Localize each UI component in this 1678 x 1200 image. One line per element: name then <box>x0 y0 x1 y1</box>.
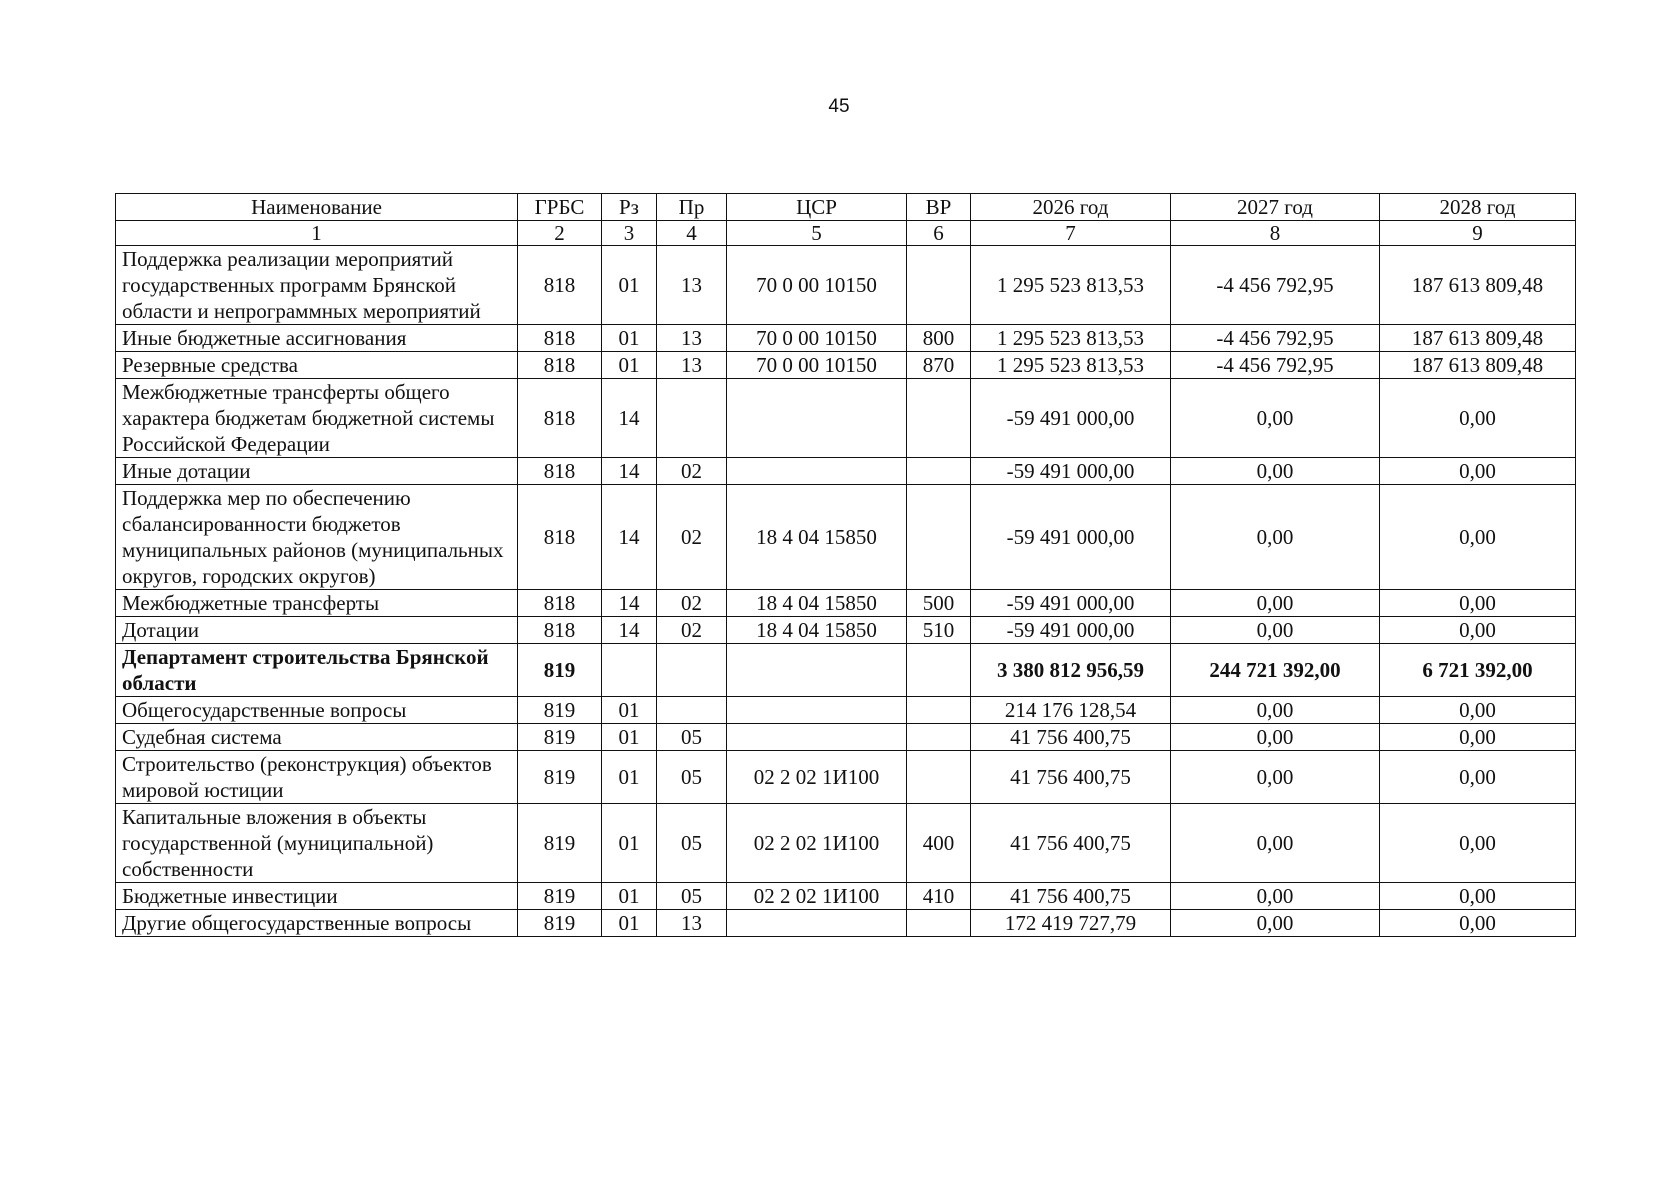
cell-2026: -59 491 000,00 <box>971 379 1171 458</box>
cell-2027: 244 721 392,00 <box>1171 644 1380 697</box>
cell-csr <box>727 910 907 937</box>
cell-name: Бюджетные инвестиции <box>116 883 518 910</box>
cell-2026: 3 380 812 956,59 <box>971 644 1171 697</box>
column-number: 4 <box>657 221 727 246</box>
cell-2027: 0,00 <box>1171 910 1380 937</box>
page-number: 45 <box>828 96 850 117</box>
cell-name: Судебная система <box>116 724 518 751</box>
table-row <box>116 325 1576 352</box>
cell-name: Поддержка мер по обеспечению сбалансированности бюджетов муниципальных районов (муниципальных округов, городских округов) <box>116 485 518 590</box>
cell-name: Общегосударственные вопросы <box>116 697 518 724</box>
cell-name: Поддержка реализации мероприятий государственных программ Брянской области и непрограммных мероприятий <box>116 246 518 325</box>
cell-2028: 0,00 <box>1380 458 1576 485</box>
column-number: 3 <box>602 221 657 246</box>
column-number: 2 <box>518 221 602 246</box>
column-number: 9 <box>1380 221 1576 246</box>
cell-vr <box>907 910 971 937</box>
cell-name: Межбюджетные трансферты общего характера бюджетам бюджетной системы Российской Федерации <box>116 379 518 458</box>
cell-2027: 0,00 <box>1171 724 1380 751</box>
cell-csr <box>727 379 907 458</box>
cell-rz: 01 <box>602 910 657 937</box>
cell-grbs: 818 <box>518 485 602 590</box>
cell-2026: 1 295 523 813,53 <box>971 325 1171 352</box>
cell-2028: 187 613 809,48 <box>1380 325 1576 352</box>
cell-csr <box>727 724 907 751</box>
cell-csr <box>727 458 907 485</box>
table-row <box>116 379 1576 458</box>
cell-csr: 70 0 00 10150 <box>727 325 907 352</box>
cell-pr: 05 <box>657 724 727 751</box>
cell-grbs: 819 <box>518 697 602 724</box>
cell-rz: 01 <box>602 246 657 325</box>
cell-pr: 02 <box>657 485 727 590</box>
cell-2027: -4 456 792,95 <box>1171 246 1380 325</box>
header-name: Наименование <box>116 194 518 221</box>
cell-csr: 18 4 04 15850 <box>727 617 907 644</box>
cell-2026: 41 756 400,75 <box>971 751 1171 804</box>
cell-rz: 14 <box>602 590 657 617</box>
cell-rz: 14 <box>602 379 657 458</box>
cell-2027: 0,00 <box>1171 751 1380 804</box>
cell-csr <box>727 644 907 697</box>
cell-2028: 0,00 <box>1380 751 1576 804</box>
cell-rz: 01 <box>602 724 657 751</box>
cell-name: Другие общегосударственные вопросы <box>116 910 518 937</box>
cell-rz: 01 <box>602 883 657 910</box>
cell-grbs: 818 <box>518 617 602 644</box>
cell-2027: 0,00 <box>1171 697 1380 724</box>
cell-grbs: 819 <box>518 644 602 697</box>
table-row <box>116 352 1576 379</box>
table-row <box>116 724 1576 751</box>
cell-name: Резервные средства <box>116 352 518 379</box>
column-number: 1 <box>116 221 518 246</box>
cell-pr: 13 <box>657 325 727 352</box>
cell-vr <box>907 379 971 458</box>
cell-name: Дотации <box>116 617 518 644</box>
cell-pr <box>657 644 727 697</box>
cell-csr <box>727 697 907 724</box>
cell-2028: 0,00 <box>1380 590 1576 617</box>
header-2026: 2026 год <box>971 194 1171 221</box>
cell-rz: 14 <box>602 485 657 590</box>
cell-rz: 14 <box>602 458 657 485</box>
header-2028: 2028 год <box>1380 194 1576 221</box>
header-pr: Пр <box>657 194 727 221</box>
header-rz: Рз <box>602 194 657 221</box>
cell-csr: 70 0 00 10150 <box>727 352 907 379</box>
cell-vr: 800 <box>907 325 971 352</box>
cell-grbs: 818 <box>518 590 602 617</box>
cell-2026: 41 756 400,75 <box>971 804 1171 883</box>
cell-pr <box>657 697 727 724</box>
cell-csr: 02 2 02 1И100 <box>727 751 907 804</box>
table-row <box>116 590 1576 617</box>
cell-2027: 0,00 <box>1171 617 1380 644</box>
cell-vr <box>907 458 971 485</box>
cell-2027: 0,00 <box>1171 485 1380 590</box>
cell-2028: 0,00 <box>1380 379 1576 458</box>
cell-2027: 0,00 <box>1171 590 1380 617</box>
cell-2028: 187 613 809,48 <box>1380 246 1576 325</box>
column-number: 6 <box>907 221 971 246</box>
cell-2028: 0,00 <box>1380 804 1576 883</box>
cell-name: Иные бюджетные ассигнования <box>116 325 518 352</box>
cell-grbs: 818 <box>518 352 602 379</box>
cell-2027: 0,00 <box>1171 379 1380 458</box>
cell-vr <box>907 751 971 804</box>
column-number-row <box>116 221 1576 246</box>
cell-pr: 05 <box>657 883 727 910</box>
cell-2026: -59 491 000,00 <box>971 590 1171 617</box>
header-grbs: ГРБС <box>518 194 602 221</box>
table-row <box>116 697 1576 724</box>
cell-name: Капитальные вложения в объекты государственной (муниципальной) собственности <box>116 804 518 883</box>
cell-2028: 6 721 392,00 <box>1380 644 1576 697</box>
table-row <box>116 617 1576 644</box>
cell-csr: 70 0 00 10150 <box>727 246 907 325</box>
cell-rz: 01 <box>602 697 657 724</box>
cell-grbs: 819 <box>518 751 602 804</box>
cell-rz: 01 <box>602 352 657 379</box>
cell-pr: 02 <box>657 458 727 485</box>
cell-2027: 0,00 <box>1171 458 1380 485</box>
cell-rz: 01 <box>602 751 657 804</box>
header-2027: 2027 год <box>1171 194 1380 221</box>
cell-name: Межбюджетные трансферты <box>116 590 518 617</box>
cell-vr <box>907 246 971 325</box>
cell-grbs: 818 <box>518 379 602 458</box>
cell-grbs: 818 <box>518 246 602 325</box>
header-vr: ВР <box>907 194 971 221</box>
cell-2028: 187 613 809,48 <box>1380 352 1576 379</box>
cell-2028: 0,00 <box>1380 910 1576 937</box>
cell-vr: 510 <box>907 617 971 644</box>
cell-grbs: 819 <box>518 883 602 910</box>
cell-grbs: 818 <box>518 325 602 352</box>
cell-pr: 13 <box>657 246 727 325</box>
header-csr: ЦСР <box>727 194 907 221</box>
cell-pr: 13 <box>657 352 727 379</box>
cell-2026: 1 295 523 813,53 <box>971 246 1171 325</box>
table-row <box>116 458 1576 485</box>
cell-pr: 13 <box>657 910 727 937</box>
header-row <box>116 194 1576 221</box>
cell-2028: 0,00 <box>1380 724 1576 751</box>
cell-2028: 0,00 <box>1380 697 1576 724</box>
cell-rz: 01 <box>602 325 657 352</box>
cell-2026: -59 491 000,00 <box>971 458 1171 485</box>
cell-2026: -59 491 000,00 <box>971 617 1171 644</box>
cell-rz: 01 <box>602 804 657 883</box>
cell-csr: 18 4 04 15850 <box>727 590 907 617</box>
table-row <box>116 804 1576 883</box>
table-row <box>116 644 1576 697</box>
cell-grbs: 819 <box>518 724 602 751</box>
cell-pr: 05 <box>657 751 727 804</box>
cell-rz: 14 <box>602 617 657 644</box>
cell-2026: 41 756 400,75 <box>971 883 1171 910</box>
table-row <box>116 910 1576 937</box>
column-number: 8 <box>1171 221 1380 246</box>
cell-pr: 02 <box>657 590 727 617</box>
cell-2026: 1 295 523 813,53 <box>971 352 1171 379</box>
cell-csr: 02 2 02 1И100 <box>727 883 907 910</box>
cell-csr: 18 4 04 15850 <box>727 485 907 590</box>
cell-rz <box>602 644 657 697</box>
cell-2026: 214 176 128,54 <box>971 697 1171 724</box>
cell-vr: 870 <box>907 352 971 379</box>
cell-2027: 0,00 <box>1171 804 1380 883</box>
cell-pr <box>657 379 727 458</box>
table-row <box>116 751 1576 804</box>
cell-vr: 400 <box>907 804 971 883</box>
cell-pr: 02 <box>657 617 727 644</box>
cell-vr <box>907 724 971 751</box>
column-number: 5 <box>727 221 907 246</box>
cell-vr: 500 <box>907 590 971 617</box>
cell-2026: 172 419 727,79 <box>971 910 1171 937</box>
cell-2027: -4 456 792,95 <box>1171 352 1380 379</box>
table-row <box>116 883 1576 910</box>
cell-grbs: 819 <box>518 910 602 937</box>
cell-2026: -59 491 000,00 <box>971 485 1171 590</box>
table-row <box>116 246 1576 325</box>
cell-2027: -4 456 792,95 <box>1171 325 1380 352</box>
cell-2027: 0,00 <box>1171 883 1380 910</box>
cell-2028: 0,00 <box>1380 617 1576 644</box>
budget-table <box>115 193 1576 937</box>
cell-vr <box>907 644 971 697</box>
column-number: 7 <box>971 221 1171 246</box>
cell-2026: 41 756 400,75 <box>971 724 1171 751</box>
cell-grbs: 818 <box>518 458 602 485</box>
table-row <box>116 485 1576 590</box>
cell-2028: 0,00 <box>1380 485 1576 590</box>
cell-name: Строительство (реконструкция) объектов мировой юстиции <box>116 751 518 804</box>
cell-vr: 410 <box>907 883 971 910</box>
cell-vr <box>907 697 971 724</box>
cell-name: Департамент строительства Брянской области <box>116 644 518 697</box>
cell-pr: 05 <box>657 804 727 883</box>
cell-grbs: 819 <box>518 804 602 883</box>
cell-name: Иные дотации <box>116 458 518 485</box>
cell-csr: 02 2 02 1И100 <box>727 804 907 883</box>
cell-vr <box>907 485 971 590</box>
cell-2028: 0,00 <box>1380 883 1576 910</box>
